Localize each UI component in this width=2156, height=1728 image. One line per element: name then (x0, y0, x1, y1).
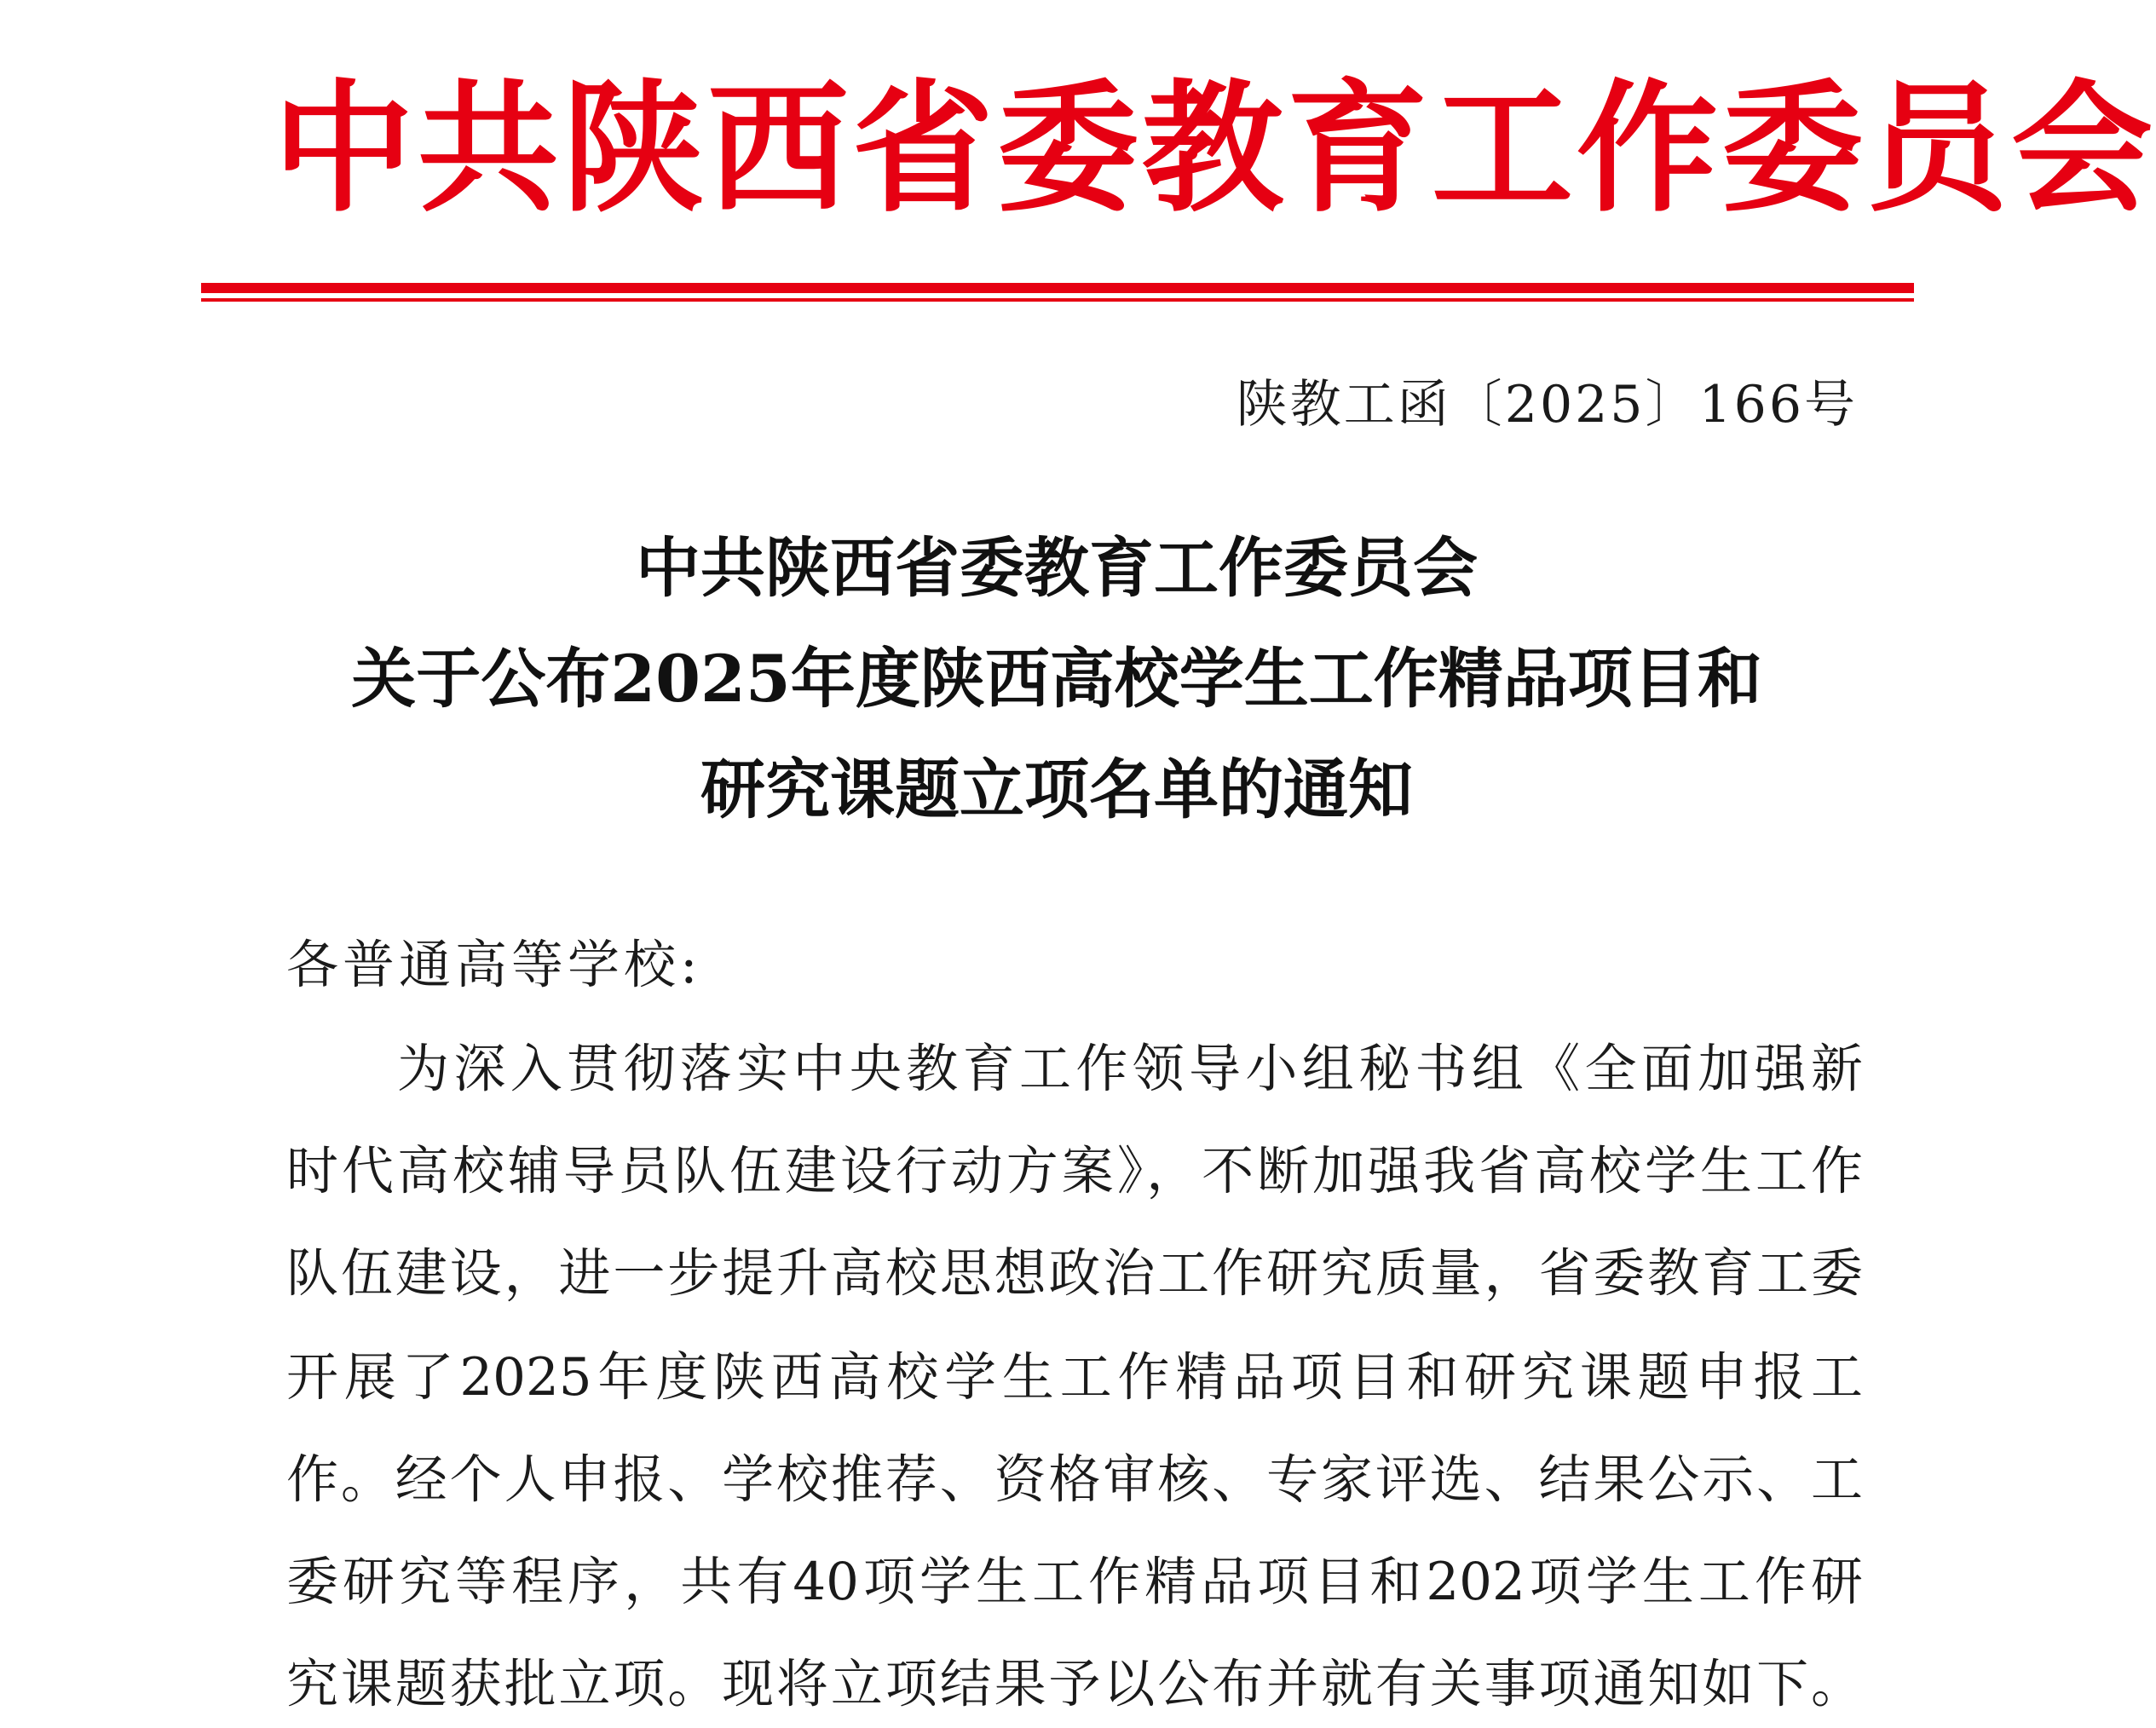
masthead-title: 中共陕西省委教育工作委员会 (273, 66, 2156, 232)
notice-title-line-3: 研究课题立项名单的通知 (700, 752, 1413, 827)
body-text-line: 为深入贯彻落实中央教育工作领导小组秘书组《全面加强新 (397, 1039, 1863, 1099)
salutation: 各普通高等学校: (286, 935, 702, 995)
body-text-line: 究课题获批立项。现将立项结果予以公布并就有关事项通知如下。 (286, 1654, 1863, 1714)
masthead-red-rule (201, 283, 1914, 293)
body-text-line: 委研究等程序，共有40项学生工作精品项目和202项学生工作研 (286, 1552, 1863, 1612)
document-number: 陕教工函〔2025〕166号 (1236, 375, 1858, 435)
masthead-red-rule-thin (201, 298, 1914, 302)
body-text-line: 作。经个人申报、学校推荐、资格审核、专家评选、结果公示、工 (286, 1449, 1863, 1510)
body-text-line: 时代高校辅导员队伍建设行动方案》，不断加强我省高校学生工作 (286, 1141, 1863, 1201)
notice-title-line-2: 关于公布2025年度陕西高校学生工作精品项目和 (351, 641, 1762, 717)
notice-title-line-1: 中共陕西省委教育工作委员会 (636, 530, 1478, 606)
body-text-line: 开展了2025年度陕西高校学生工作精品项目和研究课题申报工 (286, 1347, 1863, 1408)
body-text-line: 队伍建设，进一步提升高校思想政治工作研究质量，省委教育工委 (286, 1243, 1863, 1304)
